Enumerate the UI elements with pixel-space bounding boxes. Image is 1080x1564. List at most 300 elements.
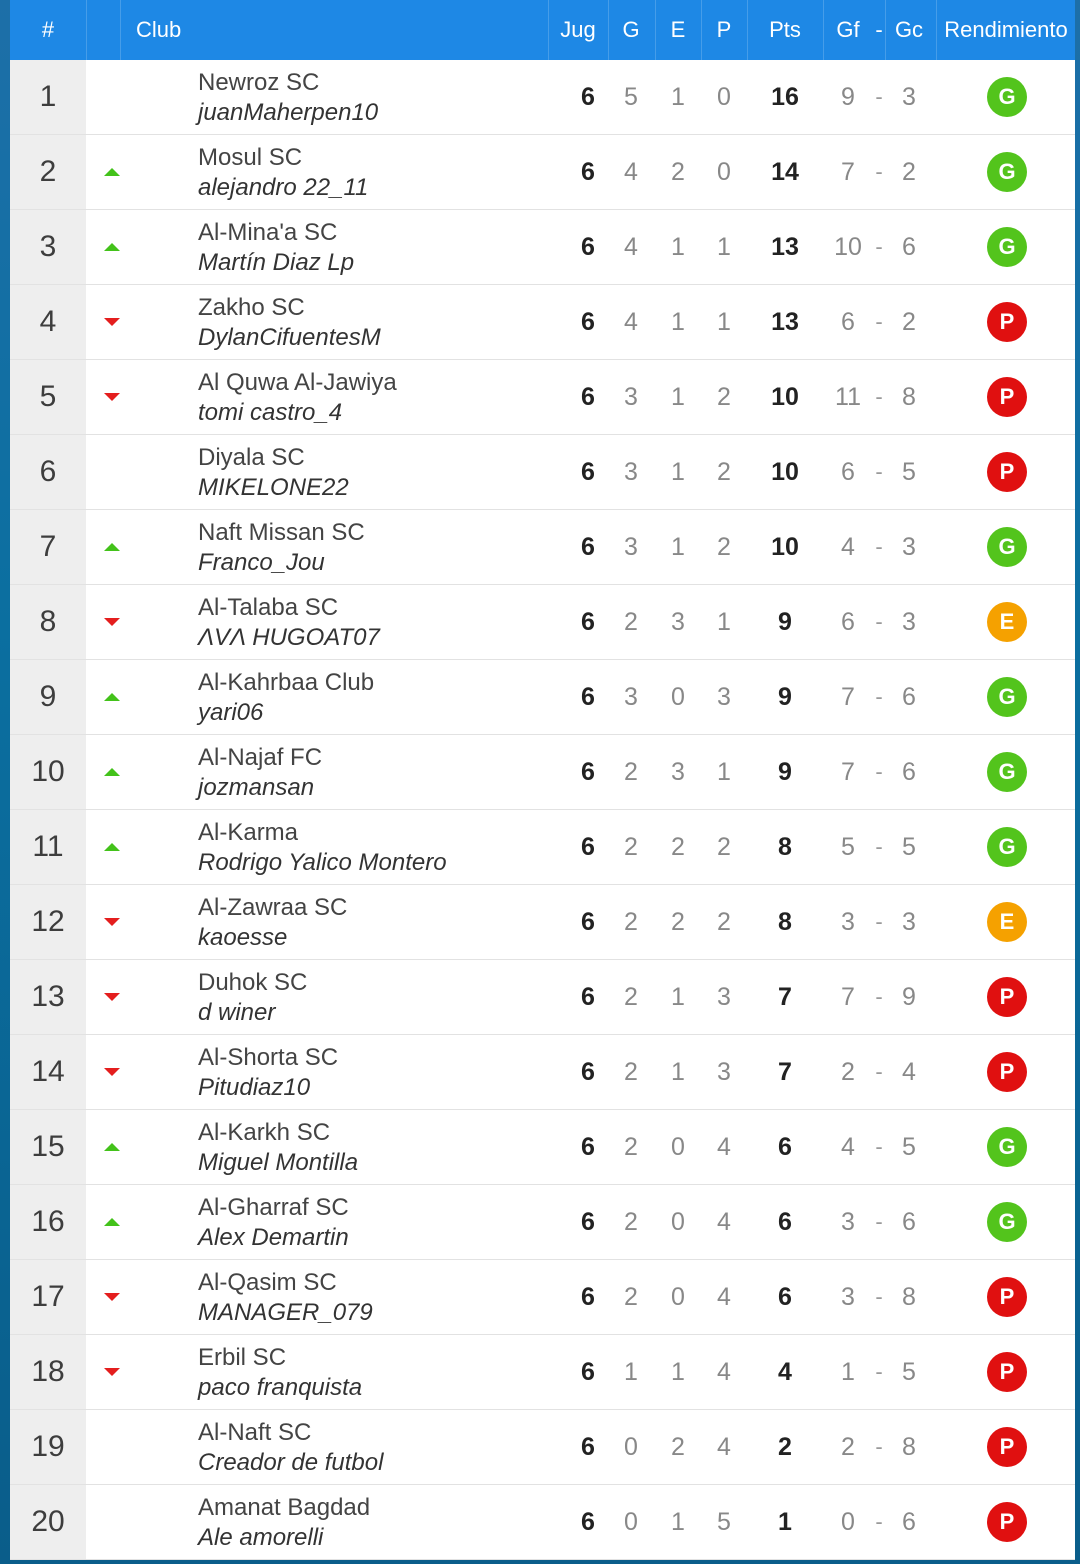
header-gc[interactable]: Gc [894, 17, 924, 42]
club-name: Al-Kahrbaa Club [198, 669, 375, 696]
stat-jug: 6 [581, 1283, 595, 1311]
table-row[interactable] [10, 1185, 1075, 1260]
club-name: Al-Qasim SC [198, 1269, 337, 1296]
goal-separator: - [875, 159, 883, 184]
stat-pts: 2 [778, 1433, 792, 1461]
stat-e: 1 [671, 233, 685, 261]
form-badge: P [987, 1277, 1027, 1317]
club-name: Al-Zawraa SC [198, 894, 348, 921]
row-position: 1 [10, 60, 86, 134]
stat-p: 0 [717, 83, 731, 111]
stat-jug: 6 [581, 1133, 595, 1161]
form-badge: P [987, 452, 1027, 492]
club-name: Al-Najaf FC [198, 744, 323, 771]
stat-gf: 6 [841, 308, 855, 336]
club-name: Naft Missan SC [198, 519, 365, 546]
table-row[interactable] [10, 1110, 1075, 1185]
trend-up-icon [104, 765, 120, 777]
manager-name: alejandro 22_11 [198, 174, 369, 201]
trend-up-icon [104, 240, 120, 252]
stat-e: 2 [671, 158, 685, 186]
stat-p: 1 [717, 308, 731, 336]
club-cell[interactable] [198, 593, 548, 653]
stat-p: 5 [717, 1508, 731, 1536]
stat-p: 1 [717, 608, 731, 636]
table-row[interactable] [10, 210, 1075, 285]
goal-separator: - [875, 234, 883, 259]
club-name: Al-Gharraf SC [198, 1194, 349, 1221]
row-position: 18 [10, 1335, 86, 1409]
stat-gc: 3 [902, 608, 916, 636]
form-badge: P [987, 302, 1027, 342]
stat-g: 2 [624, 983, 638, 1011]
stat-g: 4 [624, 158, 638, 186]
stat-gf: 0 [841, 1508, 855, 1536]
header-jug[interactable]: Jug [560, 17, 596, 42]
stat-g: 3 [624, 458, 638, 486]
stat-gf: 2 [841, 1058, 855, 1086]
goal-separator: - [875, 1509, 883, 1534]
club-cell[interactable] [198, 968, 548, 1028]
stat-e: 1 [671, 383, 685, 411]
trend-down-icon [104, 615, 120, 627]
stat-p: 2 [717, 833, 731, 861]
row-position: 7 [10, 510, 86, 584]
trend-down-icon [104, 990, 120, 1002]
form-badge: P [987, 1352, 1027, 1392]
stat-gf: 7 [841, 983, 855, 1011]
table-row[interactable] [10, 510, 1075, 585]
stat-p: 1 [717, 758, 731, 786]
table-row[interactable] [10, 585, 1075, 660]
club-cell[interactable] [198, 1343, 548, 1403]
manager-name: juanMaherpen10 [198, 99, 379, 126]
stat-p: 3 [717, 1058, 731, 1086]
stat-pts: 6 [778, 1208, 792, 1236]
club-cell[interactable] [198, 1118, 548, 1178]
form-badge: G [987, 227, 1027, 267]
trend-down-icon [104, 1365, 120, 1377]
table-row[interactable] [10, 660, 1075, 735]
stat-gc: 3 [902, 908, 916, 936]
table-row[interactable] [10, 285, 1075, 360]
stat-gc: 2 [902, 308, 916, 336]
stat-e: 2 [671, 908, 685, 936]
stat-gc: 8 [902, 1283, 916, 1311]
stat-jug: 6 [581, 1358, 595, 1386]
stat-g: 2 [624, 1208, 638, 1236]
club-cell[interactable] [198, 1193, 548, 1253]
stat-p: 3 [717, 983, 731, 1011]
goal-separator: - [875, 1359, 883, 1384]
stat-p: 3 [717, 683, 731, 711]
manager-name: MANAGER_079 [198, 1299, 373, 1326]
manager-name: Rodrigo Yalico Montero [198, 849, 447, 876]
trend-down-icon [104, 915, 120, 927]
stat-gc: 9 [902, 983, 916, 1011]
stat-e: 3 [671, 758, 685, 786]
table-row[interactable] [10, 60, 1075, 135]
club-cell[interactable] [198, 1043, 548, 1103]
club-name: Diyala SC [198, 444, 305, 471]
stat-pts: 6 [778, 1133, 792, 1161]
manager-name: d winer [198, 999, 276, 1026]
stat-g: 2 [624, 1133, 638, 1161]
goal-separator: - [875, 1209, 883, 1234]
form-badge: G [987, 527, 1027, 567]
table-header [10, 0, 1075, 60]
stat-g: 2 [624, 758, 638, 786]
club-cell[interactable] [198, 743, 548, 803]
row-position: 11 [10, 810, 86, 884]
stat-jug: 6 [581, 158, 595, 186]
stat-e: 1 [671, 1058, 685, 1086]
stat-jug: 6 [581, 458, 595, 486]
club-name: Al-Shorta SC [198, 1044, 339, 1071]
form-badge: G [987, 752, 1027, 792]
row-position: 13 [10, 960, 86, 1034]
table-row[interactable] [10, 885, 1075, 960]
stat-p: 4 [717, 1133, 731, 1161]
trend-none [104, 1440, 120, 1452]
stat-jug: 6 [581, 83, 595, 111]
stat-pts: 7 [778, 983, 792, 1011]
club-cell[interactable] [198, 1418, 548, 1478]
stat-g: 0 [624, 1433, 638, 1461]
club-cell[interactable] [198, 818, 548, 878]
goal-separator: - [875, 1134, 883, 1159]
stat-e: 0 [671, 1283, 685, 1311]
header-e[interactable]: E [670, 17, 686, 42]
stat-p: 2 [717, 908, 731, 936]
stat-gc: 6 [902, 1208, 916, 1236]
table-row[interactable] [10, 1035, 1075, 1110]
form-badge: P [987, 1502, 1027, 1542]
manager-name: Ale amorelli [198, 1524, 324, 1551]
stat-gf: 6 [841, 458, 855, 486]
manager-name: yari06 [198, 699, 264, 726]
form-badge: E [987, 602, 1027, 642]
stat-p: 0 [717, 158, 731, 186]
stat-e: 2 [671, 833, 685, 861]
manager-name: Martín Diaz Lp [198, 249, 355, 276]
form-badge: G [987, 1127, 1027, 1167]
row-position: 19 [10, 1410, 86, 1484]
stat-e: 1 [671, 458, 685, 486]
stat-gf: 7 [841, 758, 855, 786]
stat-g: 3 [624, 683, 638, 711]
table-row[interactable] [10, 960, 1075, 1035]
stat-e: 1 [671, 308, 685, 336]
goal-separator: - [875, 834, 883, 859]
table-row[interactable] [10, 1260, 1075, 1335]
stat-p: 2 [717, 533, 731, 561]
stat-jug: 6 [581, 233, 595, 261]
stat-pts: 14 [771, 158, 799, 186]
club-name: Amanat Bagdad [198, 1494, 371, 1521]
stat-jug: 6 [581, 383, 595, 411]
stat-gc: 6 [902, 1508, 916, 1536]
header-position[interactable]: # [41, 17, 55, 42]
stat-pts: 10 [771, 383, 799, 411]
goal-separator: - [875, 309, 883, 334]
stat-gc: 5 [902, 833, 916, 861]
form-badge: G [987, 152, 1027, 192]
club-name: Al-Naft SC [198, 1419, 312, 1446]
trend-none [104, 90, 120, 102]
club-cell[interactable] [198, 518, 548, 578]
stat-p: 2 [717, 458, 731, 486]
stat-jug: 6 [581, 308, 595, 336]
stat-gf: 5 [841, 833, 855, 861]
goal-separator: - [875, 1059, 883, 1084]
stat-p: 4 [717, 1208, 731, 1236]
header-pts[interactable]: Pts [769, 17, 801, 42]
manager-name: MIKELONE22 [198, 474, 349, 501]
table-row[interactable] [10, 810, 1075, 885]
stat-g: 4 [624, 233, 638, 261]
goal-separator: - [875, 984, 883, 1009]
trend-down-icon [104, 390, 120, 402]
stat-gf: 4 [841, 1133, 855, 1161]
club-name: Al-Talaba SC [198, 594, 339, 621]
table-row[interactable] [10, 435, 1075, 510]
stat-e: 0 [671, 683, 685, 711]
row-position: 4 [10, 285, 86, 359]
stat-gf: 1 [841, 1358, 855, 1386]
manager-name: paco franquista [198, 1374, 363, 1401]
table-row[interactable] [10, 735, 1075, 810]
stat-jug: 6 [581, 983, 595, 1011]
manager-name: Creador de futbol [198, 1449, 384, 1476]
stat-jug: 6 [581, 1433, 595, 1461]
stat-pts: 16 [771, 83, 799, 111]
stat-jug: 6 [581, 1508, 595, 1536]
stat-pts: 6 [778, 1283, 792, 1311]
header-gf[interactable]: Gf [836, 17, 860, 42]
header-g[interactable]: G [622, 17, 640, 42]
stat-jug: 6 [581, 758, 595, 786]
row-position: 12 [10, 885, 86, 959]
stat-gf: 11 [835, 383, 861, 411]
stat-e: 0 [671, 1133, 685, 1161]
stat-gf: 4 [841, 533, 855, 561]
stat-g: 2 [624, 908, 638, 936]
club-cell[interactable] [198, 1493, 548, 1553]
stat-gf: 9 [841, 83, 855, 111]
stat-pts: 13 [771, 233, 799, 261]
stat-pts: 8 [778, 833, 792, 861]
header-rendimiento[interactable]: Rendimiento [944, 17, 1068, 42]
stat-e: 2 [671, 1433, 685, 1461]
stat-g: 2 [624, 608, 638, 636]
stat-gc: 3 [902, 533, 916, 561]
stat-gc: 8 [902, 1433, 916, 1461]
row-position: 9 [10, 660, 86, 734]
club-cell[interactable] [198, 68, 548, 128]
goal-separator: - [875, 684, 883, 709]
club-name: Al-Mina'a SC [198, 219, 338, 246]
club-cell[interactable] [198, 443, 548, 503]
club-cell[interactable] [198, 143, 548, 203]
stat-pts: 9 [778, 758, 792, 786]
trend-up-icon [104, 165, 120, 177]
form-badge: P [987, 1427, 1027, 1467]
stat-g: 2 [624, 1283, 638, 1311]
row-position: 17 [10, 1260, 86, 1334]
trend-down-icon [104, 1065, 120, 1077]
row-position: 20 [10, 1485, 86, 1559]
stat-pts: 9 [778, 608, 792, 636]
table-row[interactable] [10, 360, 1075, 435]
stat-p: 1 [717, 233, 731, 261]
manager-name: jozmansan [198, 774, 315, 801]
club-name: Zakho SC [198, 294, 305, 321]
goal-separator: - [875, 1284, 883, 1309]
table-row[interactable] [10, 1410, 1075, 1485]
table-row[interactable] [10, 1335, 1075, 1410]
goal-separator: - [875, 384, 883, 409]
form-badge: E [987, 902, 1027, 942]
stat-gc: 5 [902, 1133, 916, 1161]
trend-up-icon [104, 540, 120, 552]
form-badge: P [987, 377, 1027, 417]
trend-up-icon [104, 1140, 120, 1152]
form-badge: G [987, 827, 1027, 867]
stat-p: 4 [717, 1433, 731, 1461]
stat-gf: 7 [841, 158, 855, 186]
club-cell[interactable] [198, 668, 548, 728]
club-cell[interactable] [198, 1268, 548, 1328]
form-badge: P [987, 1052, 1027, 1092]
standings-table [10, 0, 1075, 1564]
stat-pts: 1 [778, 1508, 792, 1536]
form-badge: G [987, 677, 1027, 717]
stat-jug: 6 [581, 1058, 595, 1086]
table-row[interactable] [10, 1485, 1075, 1560]
form-badge: G [987, 1202, 1027, 1242]
stat-jug: 6 [581, 683, 595, 711]
stat-gf: 6 [841, 608, 855, 636]
row-position: 3 [10, 210, 86, 284]
stat-p: 2 [717, 383, 731, 411]
row-position: 10 [10, 735, 86, 809]
stat-g: 3 [624, 383, 638, 411]
stat-e: 1 [671, 533, 685, 561]
header-club[interactable]: Club [136, 17, 182, 42]
club-name: Newroz SC [198, 69, 320, 96]
header-dash: - [875, 17, 883, 42]
stat-e: 1 [671, 1358, 685, 1386]
stat-gc: 8 [902, 383, 916, 411]
club-name: Erbil SC [198, 1344, 287, 1371]
table-body [10, 60, 1075, 1560]
trend-down-icon [104, 1290, 120, 1302]
stat-jug: 6 [581, 908, 595, 936]
stat-g: 4 [624, 308, 638, 336]
row-position: 14 [10, 1035, 86, 1109]
manager-name: kaoesse [198, 924, 288, 951]
club-name: Al Quwa Al-Jawiya [198, 369, 397, 396]
stat-gf: 3 [841, 1283, 855, 1311]
stat-e: 1 [671, 983, 685, 1011]
stat-p: 4 [717, 1358, 731, 1386]
club-name: Al-Karkh SC [198, 1119, 331, 1146]
trend-down-icon [104, 315, 120, 327]
stat-pts: 10 [771, 458, 799, 486]
row-position: 8 [10, 585, 86, 659]
goal-separator: - [875, 759, 883, 784]
stat-gc: 6 [902, 233, 916, 261]
stat-pts: 13 [771, 308, 799, 336]
stat-pts: 7 [778, 1058, 792, 1086]
manager-name: Miguel Montilla [198, 1149, 359, 1176]
trend-up-icon [104, 840, 120, 852]
row-position: 5 [10, 360, 86, 434]
stat-g: 3 [624, 533, 638, 561]
club-cell[interactable] [198, 293, 548, 353]
goal-separator: - [875, 1434, 883, 1459]
stat-g: 2 [624, 1058, 638, 1086]
manager-name: DylanCifuentesM [198, 324, 381, 351]
manager-name: Franco_Jou [198, 549, 325, 576]
stat-gf: 10 [834, 233, 862, 261]
goal-separator: - [875, 534, 883, 559]
stat-jug: 6 [581, 608, 595, 636]
form-badge: P [987, 977, 1027, 1017]
manager-name: Pitudiaz10 [198, 1074, 311, 1101]
goal-separator: - [875, 609, 883, 634]
club-cell[interactable] [198, 893, 548, 953]
table-row[interactable] [10, 135, 1075, 210]
stat-e: 3 [671, 608, 685, 636]
stat-gc: 5 [902, 458, 916, 486]
stat-pts: 4 [778, 1358, 792, 1386]
stat-gc: 2 [902, 158, 916, 186]
manager-name: Alex Demartin [198, 1224, 349, 1251]
row-position: 15 [10, 1110, 86, 1184]
trend-up-icon [104, 1215, 120, 1227]
trend-up-icon [104, 690, 120, 702]
stat-g: 0 [624, 1508, 638, 1536]
row-position: 2 [10, 135, 86, 209]
stat-gf: 7 [841, 683, 855, 711]
stat-gc: 4 [902, 1058, 916, 1086]
stat-gc: 6 [902, 683, 916, 711]
club-name: Duhok SC [198, 969, 308, 996]
stat-e: 1 [671, 1508, 685, 1536]
club-name: Mosul SC [198, 144, 303, 171]
stat-gf: 3 [841, 908, 855, 936]
club-cell[interactable] [198, 368, 548, 428]
header-p[interactable]: P [716, 17, 732, 42]
goal-separator: - [875, 84, 883, 109]
club-cell[interactable] [198, 218, 548, 278]
form-badge: G [987, 77, 1027, 117]
stat-g: 5 [624, 83, 638, 111]
stat-p: 4 [717, 1283, 731, 1311]
row-position: 6 [10, 435, 86, 509]
goal-separator: - [875, 909, 883, 934]
stat-jug: 6 [581, 533, 595, 561]
stat-pts: 10 [771, 533, 799, 561]
stat-gc: 3 [902, 83, 916, 111]
stat-gc: 6 [902, 758, 916, 786]
stat-gf: 3 [841, 1208, 855, 1236]
stat-e: 0 [671, 1208, 685, 1236]
goal-separator: - [875, 459, 883, 484]
stat-gf: 2 [841, 1433, 855, 1461]
